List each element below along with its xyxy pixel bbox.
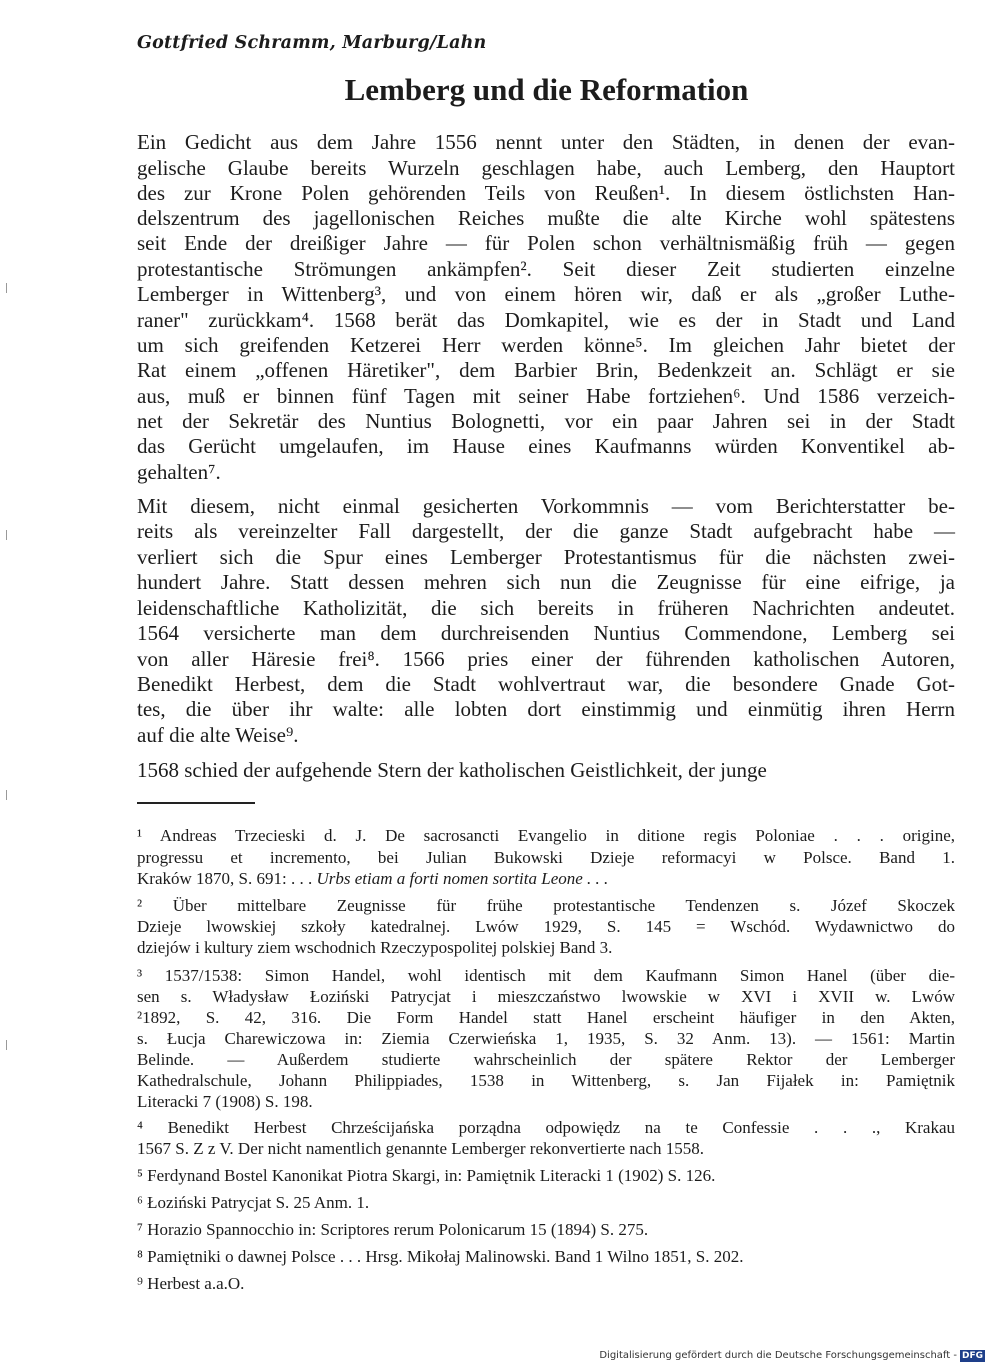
body-line: reits als vereinzelter Fall dargestellt, der die ganze Stadt aufgebracht habe — xyxy=(137,519,955,543)
footnote-line: Dzieje lwowskiej szkoły katedralnej. Lwów 1929, S. 145 = Wschód. Wydawnictwo do xyxy=(137,917,955,936)
body-line: um sich greifenden Ketzerei Herr werden könne⁵. Im gleichen Jahr bietet der xyxy=(137,333,955,357)
body-line: protestantische Strömungen ankämpfen². Seit dieser Zeit studierten einzelne xyxy=(137,257,955,281)
scan-margin-mark xyxy=(6,790,7,800)
body-line: hundert Jahre. Statt dessen mehren sich nun die Zeugnisse für eine eifrige, ja xyxy=(137,570,955,594)
body-line: das Gerücht umgelaufen, im Hause eines Kaufmanns würden Konventikel ab- xyxy=(137,434,955,458)
body-line: 1568 schied der aufgehende Stern der katholischen Geistlichkeit, der junge xyxy=(137,758,767,782)
footnote-line: ¹ Andreas Trzecieski d. J. De sacrosancti Evangelio in ditione regis Poloniae . . . origine, xyxy=(137,826,955,845)
page-title: Lemberg und die Reformation xyxy=(344,72,749,107)
body-line: Lemberger in Wittenberg³, und von einem hören wir, daß er als „großer Luthe- xyxy=(137,282,955,306)
scan-margin-mark xyxy=(6,530,7,540)
body-line: Mit diesem, nicht einmal gesicherten Vorkommnis — vom Berichterstatter be- xyxy=(137,494,955,518)
footnote-line xyxy=(137,869,955,889)
body-line: von aller Häresie frei⁸. 1566 pries einer der führenden katholischen Autoren, xyxy=(137,647,955,671)
body-line: leidenschaftliche Katholizität, die sich bereits in früheren Nachrichten andeutet. xyxy=(137,596,955,620)
body-line: net der Sekretär des Nuntius Bolognetti, vor ein paar Jahren sei in der Stadt xyxy=(137,409,955,433)
footnote-line: sen s. Władysław Łoziński Patrycjat i mieszczaństwo lwowskie w XVI i XVII w. Lwów xyxy=(137,987,955,1006)
body-line: Ein Gedicht aus dem Jahre 1556 nennt unter den Städten, in denen der evan- xyxy=(137,130,955,154)
author-line: Gottfried Schramm, Marburg/Lahn xyxy=(137,33,487,53)
body-line: delszentrum des jagellonischen Reiches mußte die alte Kirche wohl spätestens xyxy=(137,206,955,230)
dfg-logo: DFG xyxy=(961,1351,983,1361)
page-footer xyxy=(599,1349,985,1363)
footnote-line: Belinde. — Außerdem studierte wahrscheinlich der spätere Rektor der Lemberger xyxy=(137,1050,955,1069)
footnote-line: ⁶ Łoziński Patrycjat S. 25 Anm. 1. xyxy=(137,1193,370,1212)
footnote-line: 1567 S. Z z V. Der nicht namentlich genannte Lemberger rekonvertierte nach 1558. xyxy=(137,1139,704,1158)
footnote-line: ³ 1537/1538: Simon Handel, wohl identisch mit dem Kaufmann Simon Hanel (über die- xyxy=(137,966,955,985)
body-line: seit Ende der dreißiger Jahre — für Polen schon verhältnismäßig früh — gegen xyxy=(137,231,955,255)
footnote-line: Literacki 7 (1908) S. 198. xyxy=(137,1092,313,1111)
footnote-line: dziejów i kultury ziem wschodnich Rzeczypospolitej polskiej Band 3. xyxy=(137,938,613,957)
footnote-line: s. Łucja Charewiczowa in: Ziemia Czerwieńska 1, 1935, S. 32 Anm. 13). — 1561: Martin xyxy=(137,1029,955,1048)
body-line: verliert sich die Spur eines Lemberger Protestantismus für die nächsten zwei- xyxy=(137,545,955,569)
footnote-line: ²1892, S. 42, 316. Die Form Handel statt Hanel erscheint häufiger in den Akten, xyxy=(137,1008,955,1027)
footnote-line: ⁸ Pamiętniki o dawnej Polsce . . . Hrsg. Mikołaj Malinowski. Band 1 Wilno 1851, S. 202. xyxy=(137,1247,744,1266)
footnote-line: ⁴ Benedikt Herbest Chrześcijańska porządna odpowiędz na te Confessie . . ., Krakau xyxy=(137,1118,955,1137)
body-line: aus, muß er binnen fünf Tagen mit seiner Habe fortziehen⁶. Und 1586 verzeich- xyxy=(137,384,955,408)
body-line: tes, die über ihr walte: alle lobten dort einstimmig und einmütig ihren Herrn xyxy=(137,697,955,721)
body-line: des zur Krone Polen gehörenden Teils von Reußen¹. In diesem östlichsten Han- xyxy=(137,181,955,205)
footnote-line: ⁹ Herbest a.a.O. xyxy=(137,1274,245,1293)
footnote-text: Kraków 1870, S. 691: . . . xyxy=(137,869,313,888)
footnote-line: ⁷ Horazio Spannocchio in: Scriptores rerum Polonicarum 15 (1894) S. 275. xyxy=(137,1220,649,1239)
body-line: 1564 versicherte man dem durchreisenden Nuntius Commendone, Lemberg sei xyxy=(137,621,955,645)
footnote-line: ⁵ Ferdynand Bostel Kanonikat Piotra Skargi, in: Pamiętnik Literacki 1 (1902) S. 126. xyxy=(137,1166,716,1185)
scan-margin-mark xyxy=(6,1040,7,1050)
body-line: Benedikt Herbest, dem die Stadt wohlvertraut war, die besondere Gnade Got- xyxy=(137,672,955,696)
body-line: raner" zurückkam⁴. 1568 berät das Domkapitel, wie es der in Stadt und Land xyxy=(137,308,955,332)
scan-margin-mark xyxy=(6,283,7,293)
body-line: Rat einem „offenen Häretiker", dem Barbier Brin, Bedenkzeit an. Schlägt er sie xyxy=(137,358,955,382)
body-line: gehalten⁷. xyxy=(137,460,221,484)
footnote-quote: Urbs etiam a forti nomen sortita Leone . . . xyxy=(316,869,609,888)
footnote-line: progressu et incremento, bei Julian Bukowski Dzieje reformacyi w Polsce. Band 1. xyxy=(137,848,955,867)
footnote-separator xyxy=(137,802,255,804)
body-line: gelische Glaube bereits Wurzeln geschlagen habe, auch Lemberg, den Hauptort xyxy=(137,156,955,180)
funding-note: Digitalisierung gefördert durch die Deutsche Forschungsgemeinschaft - xyxy=(599,1350,957,1361)
footnote-line: Kathedralschule, Johann Philippiades, 1538 in Wittenberg, s. Jan Fijałek in: Pamiętnik xyxy=(137,1071,955,1090)
body-line: auf die alte Weise⁹. xyxy=(137,723,299,747)
footnote-line: ² Über mittelbare Zeugnisse für frühe protestantische Tendenzen s. Józef Skoczek xyxy=(137,896,955,915)
